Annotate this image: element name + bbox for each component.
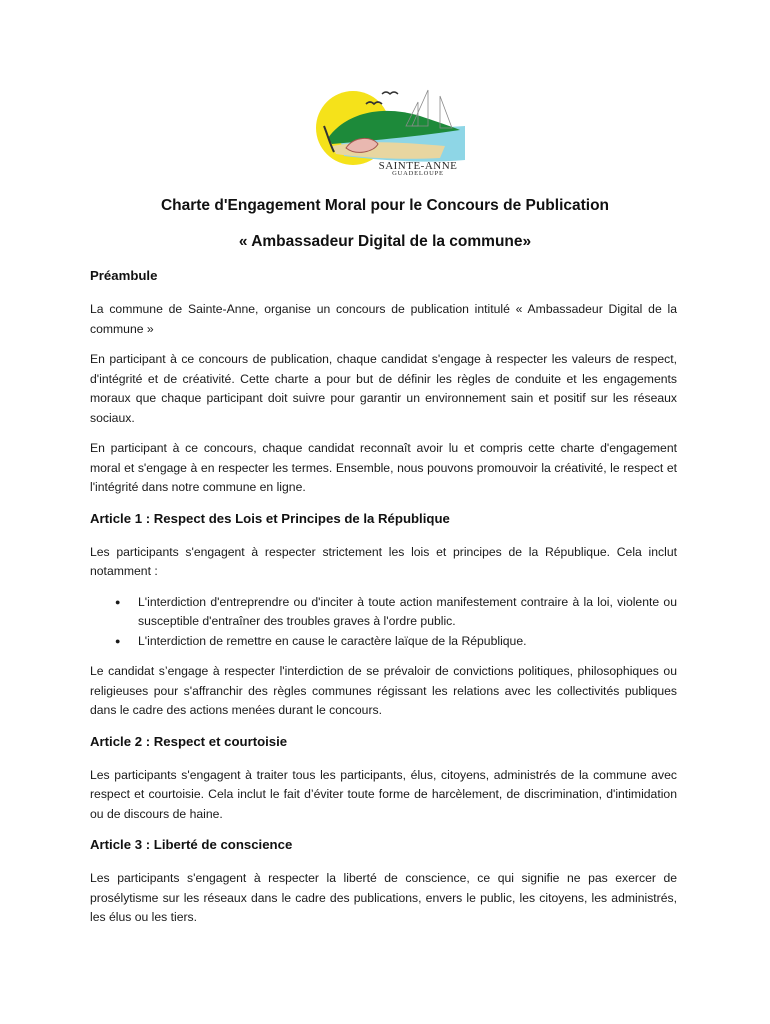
- logo-text-sainte-anne: SAINTE-ANNE: [378, 160, 458, 172]
- preambule-paragraph-2: En participant à ce concours de publication, chaque candidat s'engage à respecter les valeurs de respect, d'intégrité et de créativité. Cette charte a pour but de définir les règles de conduite et les engagements moraux que chaque participant doit suivre pour garantir un environnement sain et positif sur les réseaux sociaux.: [90, 352, 677, 425]
- article-1-intro: Les participants s'engagent à respecter strictement les lois et principes de la République. Cela inclut notamment :: [90, 544, 677, 578]
- article-1-bullet-2: ● L'interdiction de remettre en cause le caractère laïque de la République.: [138, 632, 677, 652]
- article-3-heading: Article 3 : Liberté de conscience: [90, 837, 293, 852]
- article-3-paragraph: Les participants s'engagent à respecter la liberté de conscience, ce qui signifie ne pas exercer de prosélytisme sur les réseaux dans le cadre des publications, envers le public, les citoyens, les administrés, les élus ou les tiers.: [90, 871, 677, 924]
- article-1-bullet-1: ● L'interdiction d'entreprendre ou d'inciter à toute action manifestement contraire à la loi, violente ou susceptible d'entraîner des troubles graves à l'ordre public.: [138, 593, 677, 632]
- document-title: Charte d'Engagement Moral pour le Concours de Publication: [160, 197, 610, 214]
- article-1-heading: Article 1 : Respect des Lois et Principes de la République: [90, 510, 450, 526]
- article-1-bullet-list: [90, 593, 677, 652]
- preambule-heading: Préambule: [90, 268, 158, 283]
- article-2-paragraph: Les participants s'engagent à traiter tous les participants, élus, citoyens, administrés de la commune avec respect et courtoisie. Cela inclut le fait d’éviter toute forme de harcèlement, de discrimination, d'intimidation ou de discours de haine.: [90, 767, 677, 821]
- preambule-paragraph-3: En participant à ce concours, chaque candidat reconnaît avoir lu et compris cette charte d'engagement moral et s'engage à en respecter les termes. Ensemble, nous pouvons promouvoir la créativité, le respect et l'intégrité dans notre commune en ligne.: [90, 441, 677, 494]
- document-subtitle: « Ambassadeur Digital de la commune»: [238, 233, 532, 250]
- article-2-heading: Article 2 : Respect et courtoisie: [90, 733, 288, 749]
- logo-text-guadeloupe: GUADELOUPE: [392, 170, 444, 177]
- article-1-paragraph-2: Le candidat s’engage à respecter l'interdiction de se prévaloir de convictions politiques, philosophiques ou religieuses pour s'affranchir des règles communes régissant les relations avec les collectivités publiques dans le cadre des actions menées durant le concours.: [90, 664, 677, 717]
- logo-bird-2: [382, 92, 398, 94]
- preambule-paragraph-1: La commune de Sainte-Anne, organise un concours de publication intitulé « Ambassadeur Digital de la commune »: [90, 302, 677, 336]
- document-body: [90, 266, 677, 939]
